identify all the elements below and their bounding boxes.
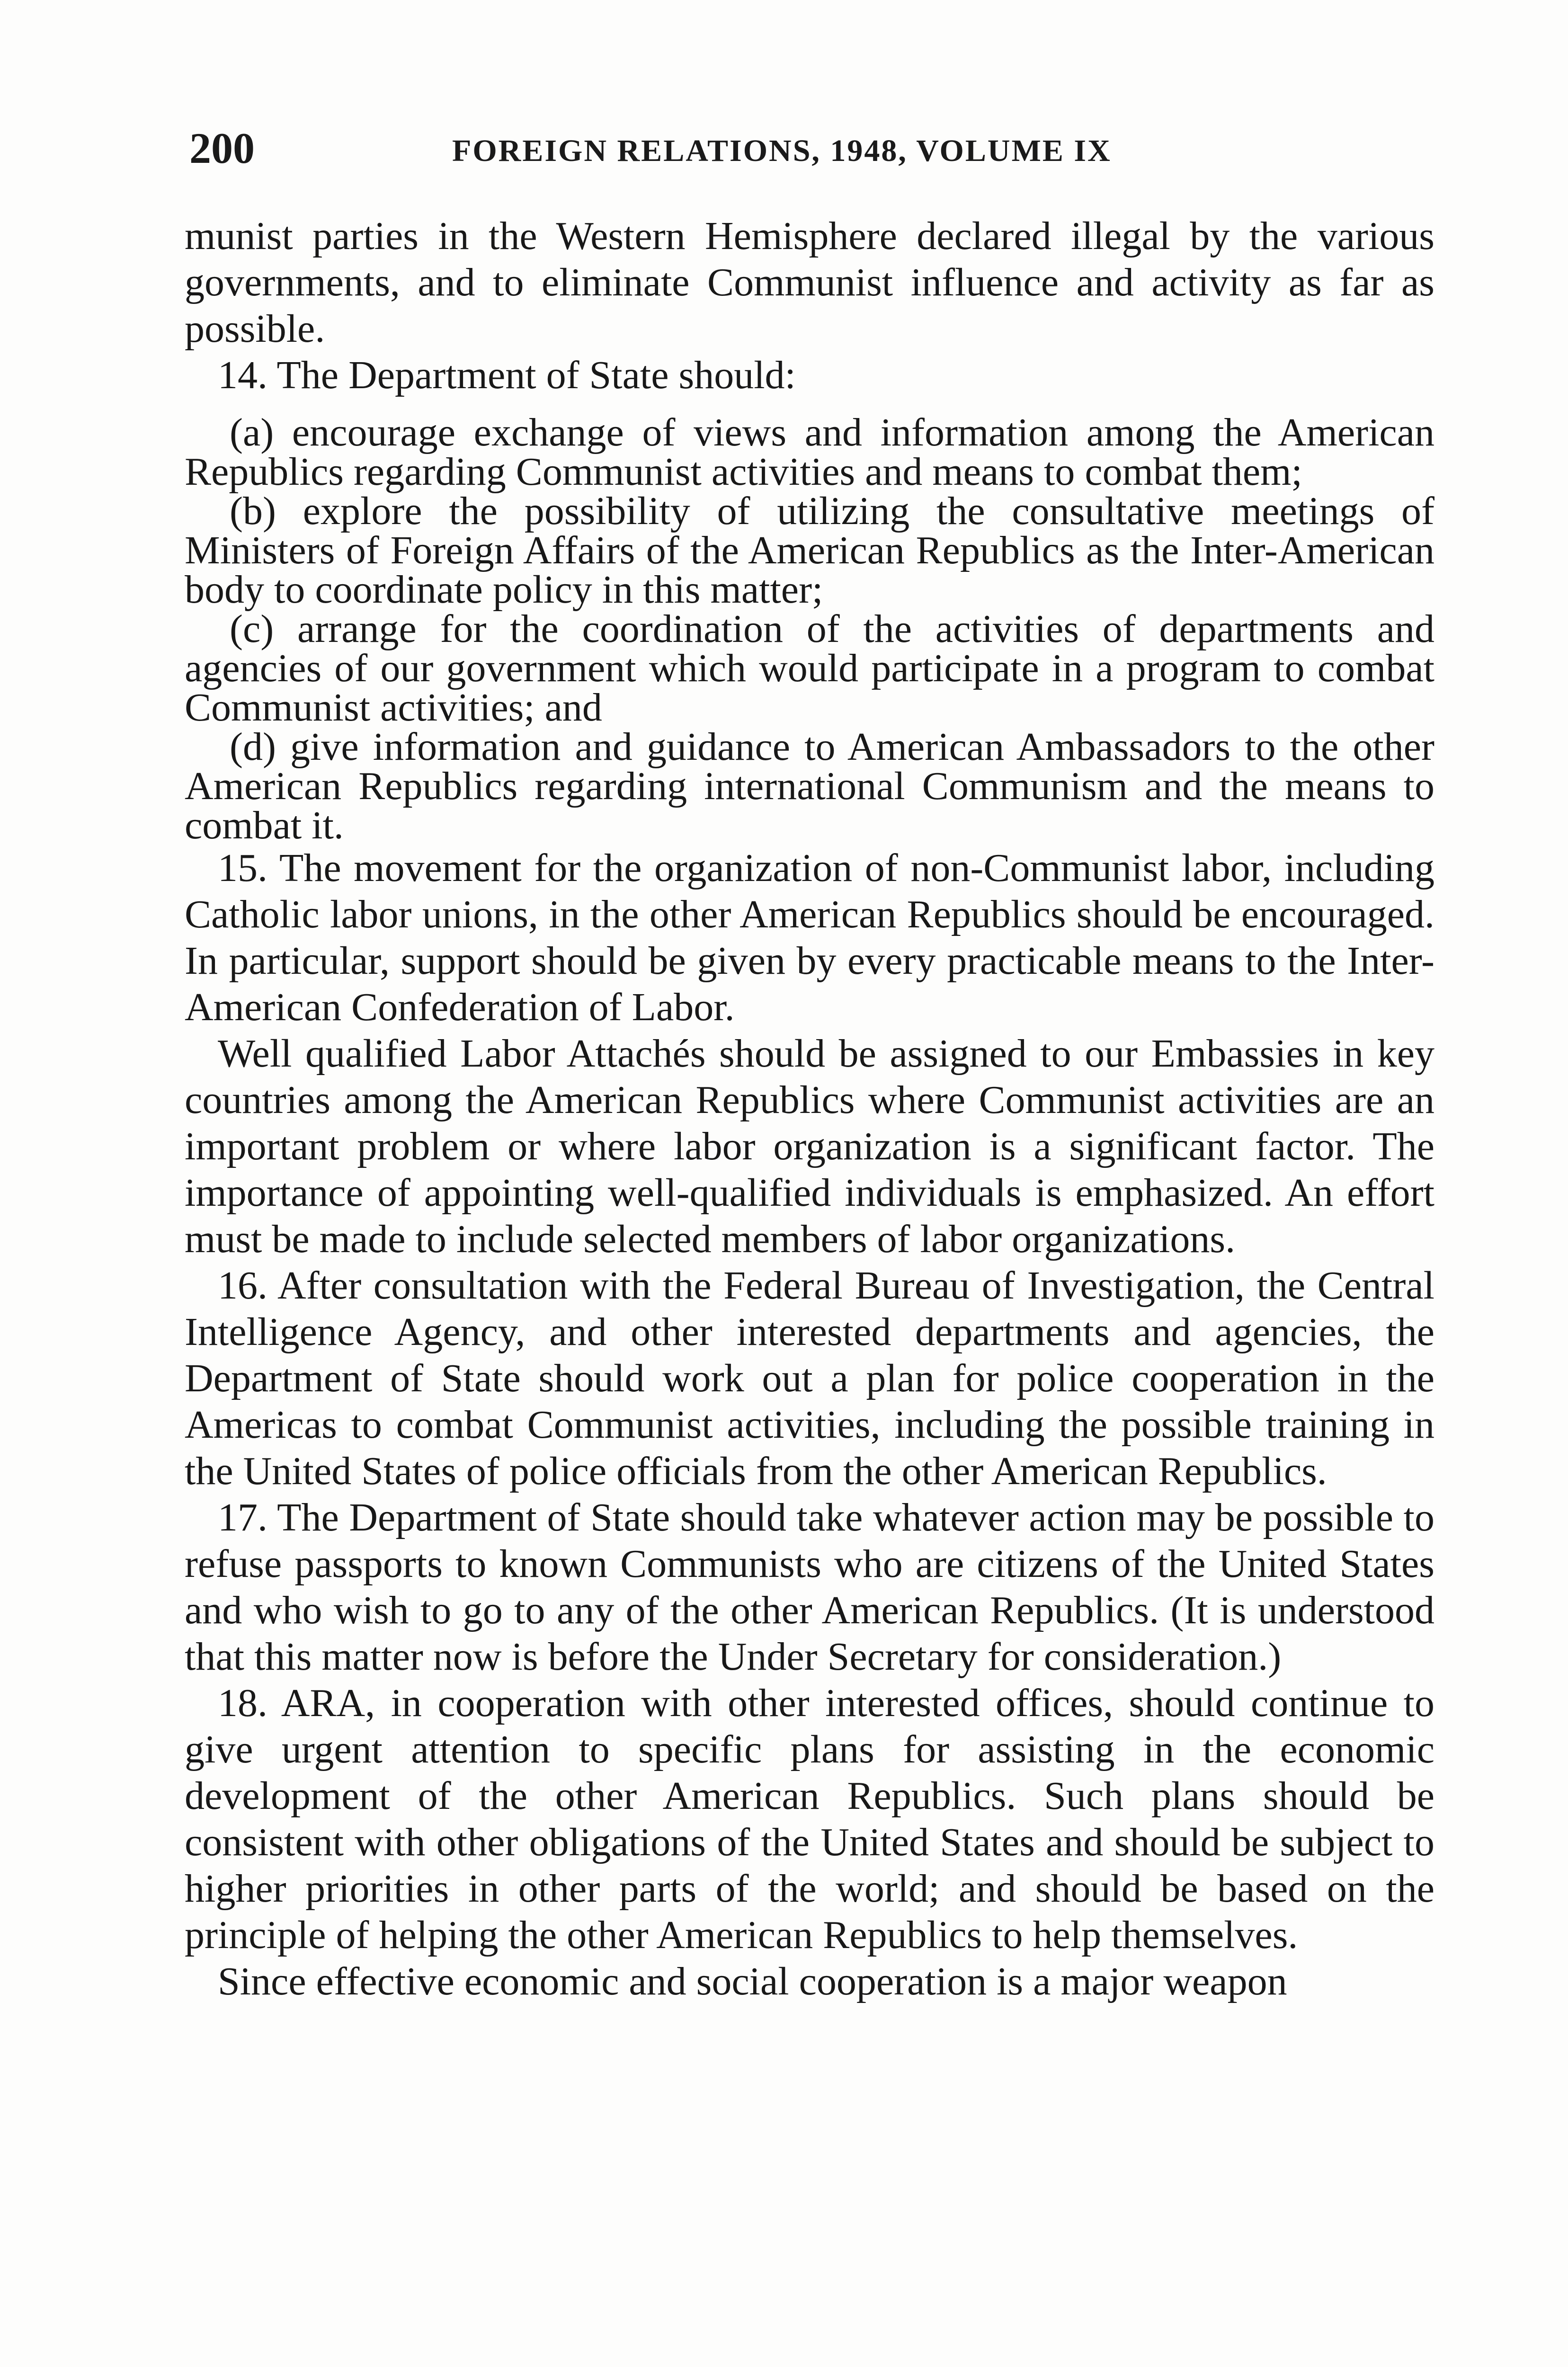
paragraph-18: 18. ARA, in cooperation with other interested offices, should continue to give urgent attention to specific plans for assisting in the economic development of the other American Republics. Such plans should be consistent with other obligations of the United States and should be subject to higher priorities in other parts of the world; and should be based on the principle of helping the other American Republics to help themselves. bbox=[185, 1681, 1434, 1957]
paragraph-14-d: (d) give information and guidance to American Ambassadors to the other American Republics regarding international Communism and the means to combat it. bbox=[185, 725, 1434, 847]
paragraph-14: 14. The Department of State should: bbox=[218, 353, 796, 397]
paragraph-14-subitems bbox=[185, 410, 1434, 847]
page-header bbox=[189, 122, 1430, 174]
paragraph-14-c: (c) arrange for the coordination of the activities of departments and agencies of our government which would participate in a program to combat Communist activities; and bbox=[185, 607, 1434, 730]
paragraph-14-b: (b) explore the possibility of utilizing the consultative meetings of Ministers of Foreign Affairs of the American Republics as the Inter-American body to coordinate policy in this matter; bbox=[185, 489, 1434, 612]
final-paragraph: Since effective economic and social cooperation is a major weapon bbox=[218, 1959, 1287, 2003]
running-head: FOREIGN RELATIONS, 1948, VOLUME IX bbox=[452, 133, 1112, 168]
page-number: 200 bbox=[189, 124, 255, 172]
paragraph-15-labor-attaches: Well qualified Labor Attachés should be assigned to our Embassies in key countries among the American Republics where Communist activities are an important problem or where labor organization is a significant factor. The importance of appointing well-qualified individuals is emphasized. An effort must be made to include selected members of labor organizations. bbox=[185, 1032, 1434, 1261]
document-body bbox=[185, 213, 1434, 2005]
continuation-paragraph: munist parties in the Western Hemisphere declared illegal by the various governments, and to eliminate Communist influence and activity as far as possible. bbox=[185, 214, 1434, 351]
paragraph-17: 17. The Department of State should take whatever action may be possible to refuse passports to known Communists who are citizens of the United States and who wish to go to any of the other American Republics. (It is understood that this matter now is before the Under Secretary for consideration.) bbox=[185, 1495, 1434, 1679]
paragraph-14-a: (a) encourage exchange of views and information among the American Republics regarding Communist activities and means to combat them; bbox=[185, 410, 1434, 494]
paragraph-15: 15. The movement for the organization of non-Communist labor, including Catholic labor unions, in the other American Republics should be encouraged. In particular, support should be given by every practicable means to the Inter-American Confederation of Labor. bbox=[185, 846, 1434, 1029]
paragraph-16: 16. After consultation with the Federal Bureau of Investigation, the Central Intelligence Agency, and other interested departments and agencies, the Department of State should work out a plan for police cooperation in the Americas to combat Communist activities, including the possible training in the United States of police officials from the other American Republics. bbox=[185, 1264, 1434, 1493]
